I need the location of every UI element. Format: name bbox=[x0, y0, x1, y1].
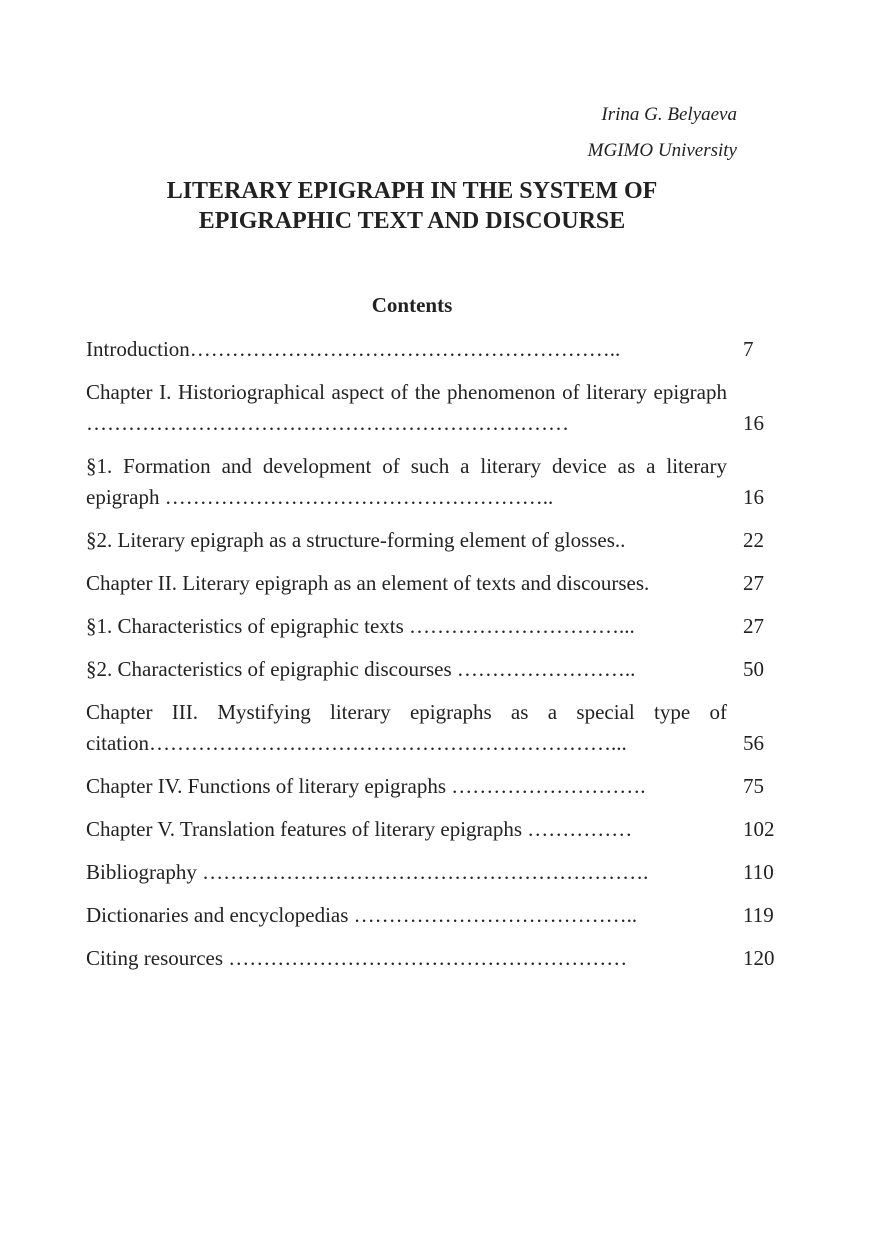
table-of-contents bbox=[86, 334, 786, 986]
toc-entry bbox=[86, 814, 786, 845]
toc-entry-text: Chapter V. Translation features of literary epigraphs …………… bbox=[86, 817, 633, 841]
toc-entry-page: 110 bbox=[743, 860, 774, 884]
toc-entry bbox=[86, 334, 786, 365]
toc-entry-text: Chapter III. Mystifying literary epigraphs as a special type of citation…………………………………………………………... bbox=[86, 700, 727, 755]
toc-entry bbox=[86, 451, 786, 513]
author-affiliation: MGIMO University bbox=[587, 140, 737, 161]
toc-entry-text: Dictionaries and encyclopedias ………………………………….. bbox=[86, 903, 638, 927]
toc-entry bbox=[86, 771, 786, 802]
toc-entry-page: 119 bbox=[743, 903, 774, 927]
toc-entry bbox=[86, 697, 786, 759]
toc-entry-text: §1. Characteristics of epigraphic texts …………………………... bbox=[86, 614, 635, 638]
toc-entry-text: Bibliography ………………………………………………………. bbox=[86, 860, 649, 884]
toc-entry bbox=[86, 943, 786, 974]
toc-entry-text: Introduction…………………………………………………….. bbox=[86, 337, 621, 361]
author-name: Irina G. Belyaeva bbox=[601, 104, 737, 125]
toc-entry-page: 22 bbox=[743, 528, 764, 552]
title-line-2: EPIGRAPHIC TEXT AND DISCOURSE bbox=[198, 208, 626, 234]
toc-entry bbox=[86, 611, 786, 642]
document-title bbox=[86, 176, 738, 236]
toc-entry-page: 102 bbox=[743, 817, 775, 841]
toc-entry-page: 27 bbox=[743, 571, 764, 595]
toc-entry-page: 50 bbox=[743, 657, 764, 681]
toc-entry bbox=[86, 654, 786, 685]
toc-entry-text: Chapter IV. Functions of literary epigraphs ………………………. bbox=[86, 774, 646, 798]
toc-entry-text: §1. Formation and development of such a literary device as a literary epigraph ……………………………………………….. bbox=[86, 454, 727, 509]
toc-entry-page: 75 bbox=[743, 774, 764, 798]
toc-entry bbox=[86, 377, 786, 439]
toc-entry bbox=[86, 900, 786, 931]
toc-entry-page: 16 bbox=[743, 411, 764, 435]
toc-entry bbox=[86, 525, 786, 556]
toc-entry-text: §2. Literary epigraph as a structure-forming element of glosses.. bbox=[86, 528, 626, 552]
contents-heading: Contents bbox=[371, 293, 453, 317]
title-line-1: LITERARY EPIGRAPH IN THE SYSTEM OF bbox=[166, 178, 658, 204]
toc-entry-text: Chapter II. Literary epigraph as an element of texts and discourses. bbox=[86, 571, 650, 595]
toc-entry bbox=[86, 857, 786, 888]
toc-entry-page: 27 bbox=[743, 614, 764, 638]
toc-entry-text: Chapter I. Historiographical aspect of the phenomenon of literary epigraph …………………………………………………………… bbox=[86, 380, 727, 435]
toc-entry-page: 7 bbox=[743, 337, 754, 361]
toc-entry-page: 16 bbox=[743, 485, 764, 509]
toc-entry-text: Citing resources ………………………………………………… bbox=[86, 946, 628, 970]
toc-entry-page: 120 bbox=[743, 946, 775, 970]
toc-entry bbox=[86, 568, 786, 599]
toc-entry-page: 56 bbox=[743, 731, 764, 755]
toc-entry-text: §2. Characteristics of epigraphic discourses …………………….. bbox=[86, 657, 636, 681]
